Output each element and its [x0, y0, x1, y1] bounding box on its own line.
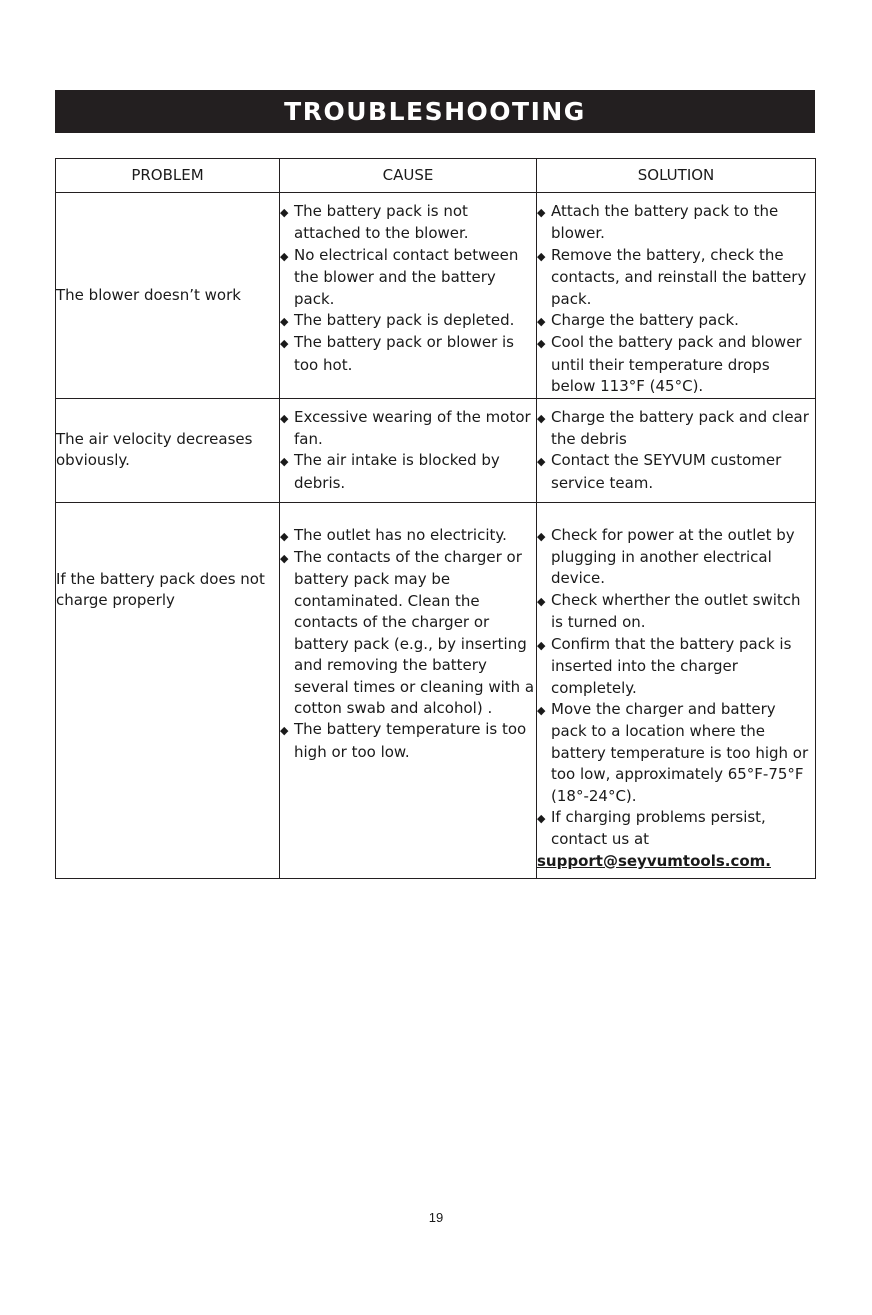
solution-item: ◆ Charge the battery pack. — [537, 310, 815, 332]
problem-cell — [56, 193, 280, 399]
cause-cell — [280, 502, 537, 878]
diamond-bullet-icon: ◆ — [537, 206, 546, 219]
solution-cell — [537, 193, 816, 399]
solution-cell — [537, 398, 816, 502]
support-email-link[interactable]: support@seyvumtools.com. — [537, 851, 771, 870]
diamond-bullet-icon: ◆ — [537, 594, 546, 608]
cause-cell — [280, 398, 537, 502]
problem-cell — [56, 398, 280, 502]
solution-item: ◆ Move the charger and battery pack to a location where the battery temperature is too high or too low, approximately 65°F-75°F (18°-24°C). — [537, 699, 809, 805]
diamond-bullet-icon: ◆ — [280, 552, 289, 566]
diamond-bullet-icon: ◆ — [280, 455, 289, 469]
diamond-bullet-icon: ◆ — [280, 315, 289, 329]
diamond-bullet-icon: ◆ — [537, 315, 546, 329]
diamond-bullet-icon: ◆ — [280, 337, 289, 351]
problem-text: The blower doesn’t work — [56, 285, 241, 304]
diamond-bullet-icon: ◆ — [280, 411, 289, 425]
diamond-bullet-icon: ◆ — [537, 529, 546, 543]
solution-item: ◆ Contact the SEYVUM customer service team. — [537, 451, 782, 492]
table-row — [56, 502, 816, 878]
cause-item: ◆ The battery pack is not attached to the blower. — [280, 202, 469, 243]
solution-item: ◆ Check for power at the outlet by plugging in another electrical device. — [537, 525, 795, 588]
cause-item: ◆ The battery pack or blower is too hot. — [280, 333, 514, 374]
diamond-bullet-icon: ◆ — [537, 638, 546, 652]
header-solution: SOLUTION — [537, 159, 816, 193]
diamond-bullet-icon: ◆ — [280, 206, 289, 219]
support-email-block — [537, 851, 815, 872]
diamond-bullet-icon: ◆ — [280, 529, 289, 543]
cause-item: ◆ The battery pack is depleted. — [280, 310, 536, 332]
solution-item: ◆ Check wherther the outlet switch is turned on. — [537, 590, 801, 632]
diamond-bullet-icon: ◆ — [537, 249, 546, 263]
page-title: TROUBLESHOOTING — [284, 97, 586, 126]
page-number: 19 — [428, 1210, 444, 1225]
header-row — [56, 159, 816, 193]
diamond-bullet-icon: ◆ — [280, 249, 289, 263]
table-row — [56, 193, 816, 399]
problem-text: If the battery pack does not charge properly — [56, 569, 265, 610]
problem-text: The air velocity decreases obviously. — [56, 429, 253, 470]
diamond-bullet-icon: ◆ — [537, 411, 546, 425]
cause-item: ◆ The air intake is blocked by debris. — [280, 451, 500, 492]
diamond-bullet-icon: ◆ — [280, 724, 289, 738]
diamond-bullet-icon: ◆ — [537, 455, 546, 469]
solution-item: ◆ If charging problems persist, contact us at — [537, 807, 766, 849]
header-cause: CAUSE — [280, 159, 537, 193]
diamond-bullet-icon: ◆ — [537, 811, 546, 825]
solution-cell — [537, 502, 816, 878]
table-row — [56, 398, 816, 502]
diamond-bullet-icon: ◆ — [537, 703, 546, 717]
cause-item: ◆ The battery temperature is too high or too low. — [280, 720, 527, 761]
title-banner — [55, 90, 815, 133]
cause-item: ◆ No electrical contact between the blower and the battery pack. — [280, 245, 519, 308]
cause-cell — [280, 193, 537, 399]
troubleshooting-table — [55, 158, 816, 879]
solution-item: ◆ Charge the battery pack and clear the debris — [537, 407, 809, 449]
cause-item: ◆ Excessive wearing of the motor fan. — [280, 407, 531, 449]
solution-item: ◆ Remove the battery, check the contacts, and reinstall the battery pack. — [537, 245, 807, 308]
header-problem: PROBLEM — [56, 159, 280, 193]
solution-item: ◆ Confirm that the battery pack is inserted into the charger completely. — [537, 634, 792, 697]
diamond-bullet-icon: ◆ — [537, 337, 546, 351]
problem-cell — [56, 502, 280, 878]
cause-item: ◆ The outlet has no electricity. — [280, 525, 536, 547]
solution-item: ◆ Cool the battery pack and blower until their temperature drops below 113°F (45°C). — [537, 333, 802, 396]
cause-item: ◆ The contacts of the charger or battery pack may be contaminated. Clean the contacts of the charger or battery pack (e.g., by inserting and removing the battery several times or cleaning with a cotton swab and alcohol) . — [280, 548, 535, 717]
solution-item: ◆ Attach the battery pack to the blower. — [537, 202, 779, 243]
